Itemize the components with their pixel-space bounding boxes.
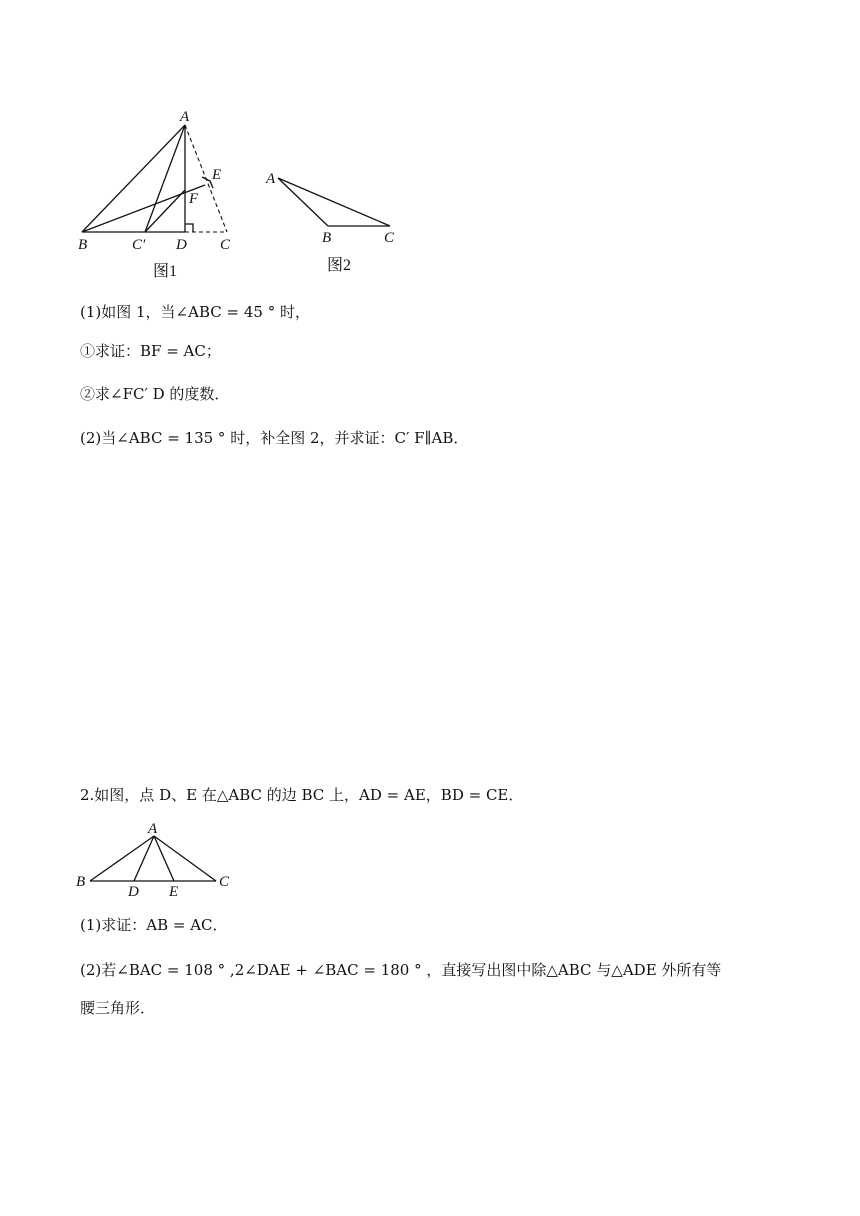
label-c-prime: C′ [132, 237, 146, 253]
label-b: B [76, 874, 86, 890]
segment-ac [278, 178, 390, 226]
problem1-part2: (2)当∠ABC = 135 ° 时，补全图 2，并求证：C′ F∥AB． [80, 429, 469, 447]
segment-c-prime-f [145, 190, 185, 232]
figure-2-caption: 图2 [327, 257, 352, 274]
figure-1-caption: 图1 [153, 263, 178, 280]
figure-1 [70, 105, 250, 255]
label-b: B [78, 237, 88, 253]
problem1-item2: ②求∠FC′ D 的度数． [80, 385, 230, 403]
right-angle-mark-d [185, 224, 193, 232]
problem2-part2-line2: 腰三角形． [80, 999, 156, 1017]
problem2-part2-line1: (2)若∠BAC = 108 ° ,2∠DAE + ∠BAC = 180 ° ，直接写出图中除△ABC 与△ADE 外所有等 [80, 961, 722, 979]
label-d: D [128, 884, 139, 900]
problem2-stem: 2.如图，点 D、E 在△ABC 的边 BC 上，AD = AE，BD = CE． [80, 786, 524, 804]
problem1-item1: ①求证：BF = AC； [80, 342, 221, 360]
label-d: D [176, 237, 187, 253]
label-c: C [219, 874, 230, 890]
segment-ab [82, 125, 185, 232]
label-c: C [384, 230, 395, 245]
label-c: C [220, 237, 231, 253]
segment-ab [278, 178, 328, 226]
figure-2 [260, 160, 405, 245]
label-a: A [266, 171, 276, 187]
label-a: A [180, 109, 190, 125]
label-e: E [212, 167, 222, 183]
label-e: E [169, 884, 179, 900]
label-b: B [322, 230, 332, 245]
figure-3 [72, 818, 242, 900]
label-f: F [189, 191, 199, 207]
label-a: A [148, 821, 158, 837]
problem1-part1: (1)如图 1，当∠ABC = 45 ° 时， [80, 303, 310, 321]
segment-be [82, 185, 205, 232]
problem2-part1: (1)求证：AB = AC． [80, 916, 228, 934]
segment-ac-prime [145, 125, 185, 232]
